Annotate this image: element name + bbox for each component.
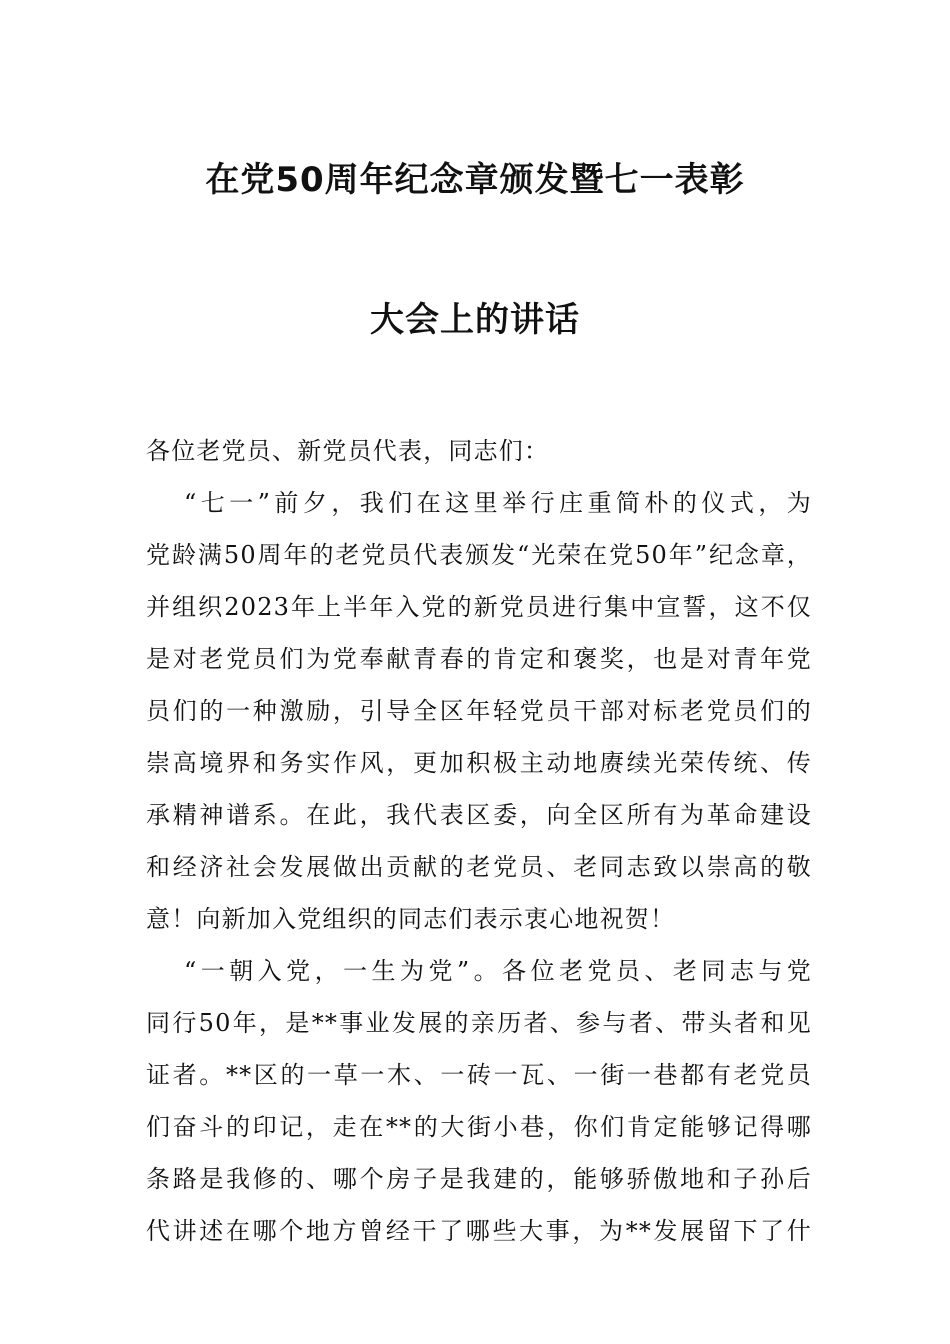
paragraph-line: 承精神谱系。在此，我代表区委，向全区所有为革命建设 — [146, 801, 812, 829]
paragraph-line: “一朝入党，一生为党”。各位老党员、老同志与党 — [184, 957, 812, 985]
paragraph-line: 同行50年，是**事业发展的亲历者、参与者、带头者和见 — [146, 1009, 812, 1037]
salutation-line: 各位老党员、新党员代表，同志们： — [146, 437, 550, 465]
paragraph-line: 代讲述在哪个地方曾经干了哪些大事，为**发展留下了什 — [146, 1217, 812, 1245]
paragraph-line: 崇高境界和务实作风，更加积极主动地赓续光荣传统、传 — [146, 749, 812, 777]
paragraph-line: 并组织2023年上半年入党的新党员进行集中宣誓，这不仅 — [146, 593, 812, 621]
document-body — [146, 425, 812, 1257]
paragraph-line: 条路是我修的、哪个房子是我建的，能够骄傲地和子孙后 — [146, 1165, 812, 1193]
paragraph-line: 证者。**区的一草一木、一砖一瓦、一街一巷都有老党员 — [146, 1061, 812, 1089]
paragraph-line: 意！向新加入党组织的同志们表示衷心地祝贺！ — [146, 905, 676, 933]
document-title-line-1: 在党50周年纪念章颁发暨七一表彰 — [205, 160, 745, 200]
paragraph-line: 和经济社会发展做出贡献的老党员、老同志致以崇高的敬 — [146, 853, 812, 881]
paragraph-line: 们奋斗的印记，走在**的大街小巷，你们肯定能够记得哪 — [146, 1113, 812, 1141]
document-title-line-2: 大会上的讲话 — [370, 300, 580, 340]
paragraph-line: 党龄满50周年的老党员代表颁发“光荣在党50年”纪念章， — [146, 541, 812, 569]
paragraph-line: 是对老党员们为党奉献青春的肯定和褒奖，也是对青年党 — [146, 645, 812, 673]
paragraph-line: “七一”前夕，我们在这里举行庄重简朴的仪式，为 — [184, 489, 812, 517]
paragraph-line: 员们的一种激励，引导全区年轻党员干部对标老党员们的 — [146, 697, 812, 725]
